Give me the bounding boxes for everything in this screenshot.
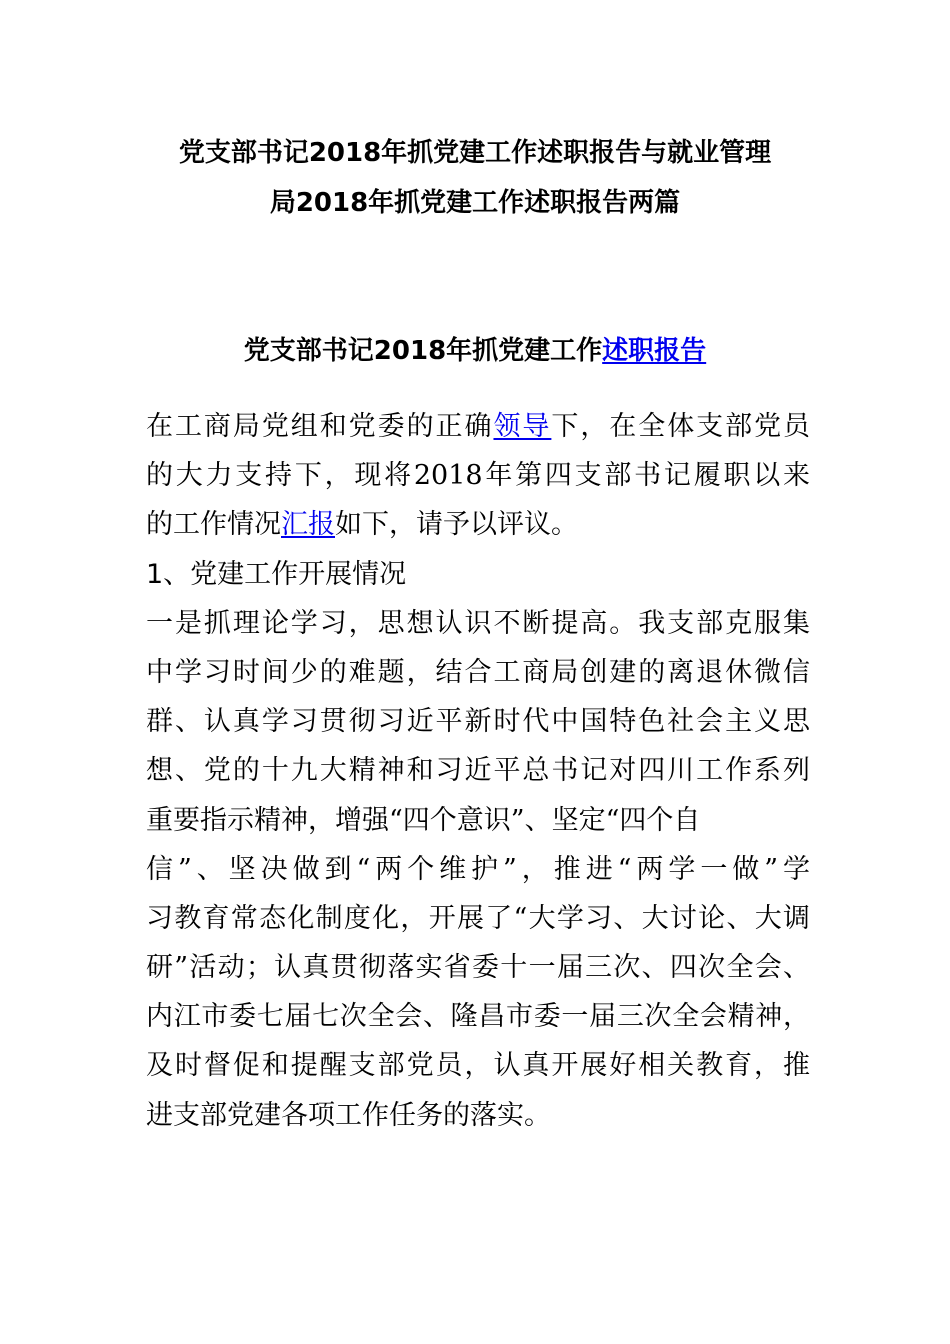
paragraph-line: 想、党的十九大精神和习近平总书记对四川工作系列 bbox=[146, 755, 810, 787]
paragraph-line: 一是抓理论学习，思想认识不断提高。我支部克服集 bbox=[146, 607, 810, 639]
intro-line-3 bbox=[146, 500, 810, 549]
paragraph-line: 中学习时间少的难题，结合工商局创建的离退休微信 bbox=[146, 656, 810, 688]
document-title-line-1: 党支部书记2018年抓党建工作述职报告与就业管理 bbox=[178, 138, 772, 168]
paragraph-line: 研”活动；认真贯彻落实省委十一届三次、四次全会、 bbox=[146, 952, 810, 984]
paragraph-line: 进支部党建各项工作任务的落实。 bbox=[146, 1099, 551, 1131]
report-subtitle bbox=[100, 326, 850, 376]
intro-line-2: 的大力支持下，现将2018年第四支部书记履职以来 bbox=[146, 460, 810, 492]
document-title-line-2: 局2018年抓党建工作述职报告两篇 bbox=[269, 188, 681, 218]
report-link[interactable]: 述职报告 bbox=[602, 336, 707, 366]
report-subtitle-text: 党支部书记2018年抓党建工作 bbox=[243, 336, 603, 366]
paragraph-line: 重要指示精神，增强“四个意识”、坚定“四个自 bbox=[146, 804, 701, 836]
report-back-link[interactable]: 汇报 bbox=[281, 509, 335, 541]
paragraph-line: 内江市委七届七次全会、隆昌市委一届三次全会精神， bbox=[146, 1001, 810, 1033]
document-body bbox=[146, 402, 810, 1140]
intro-text: 如下，请予以评议。 bbox=[335, 509, 578, 541]
paragraph-line: 习教育常态化制度化，开展了“大学习、大讨论、大调 bbox=[146, 902, 810, 934]
paragraph-line: 信”、坚决做到“两个维护”，推进“两学一做”学 bbox=[146, 853, 810, 885]
leadership-link[interactable]: 领导 bbox=[493, 411, 552, 442]
intro-text: 在工商局党组和党委的正确 bbox=[146, 411, 494, 442]
intro-line-1 bbox=[146, 402, 810, 451]
paragraph-line: 群、认真学习贯彻习近平新时代中国特色社会主义思 bbox=[146, 706, 810, 738]
intro-text: 下，在全体支部党员 bbox=[551, 411, 811, 442]
paragraph-line: 及时督促和提醒支部党员，认真开展好相关教育，推 bbox=[146, 1050, 810, 1082]
intro-text: 的工作情况 bbox=[146, 509, 281, 541]
section-heading: 1、党建工作开展情况 bbox=[146, 558, 407, 590]
